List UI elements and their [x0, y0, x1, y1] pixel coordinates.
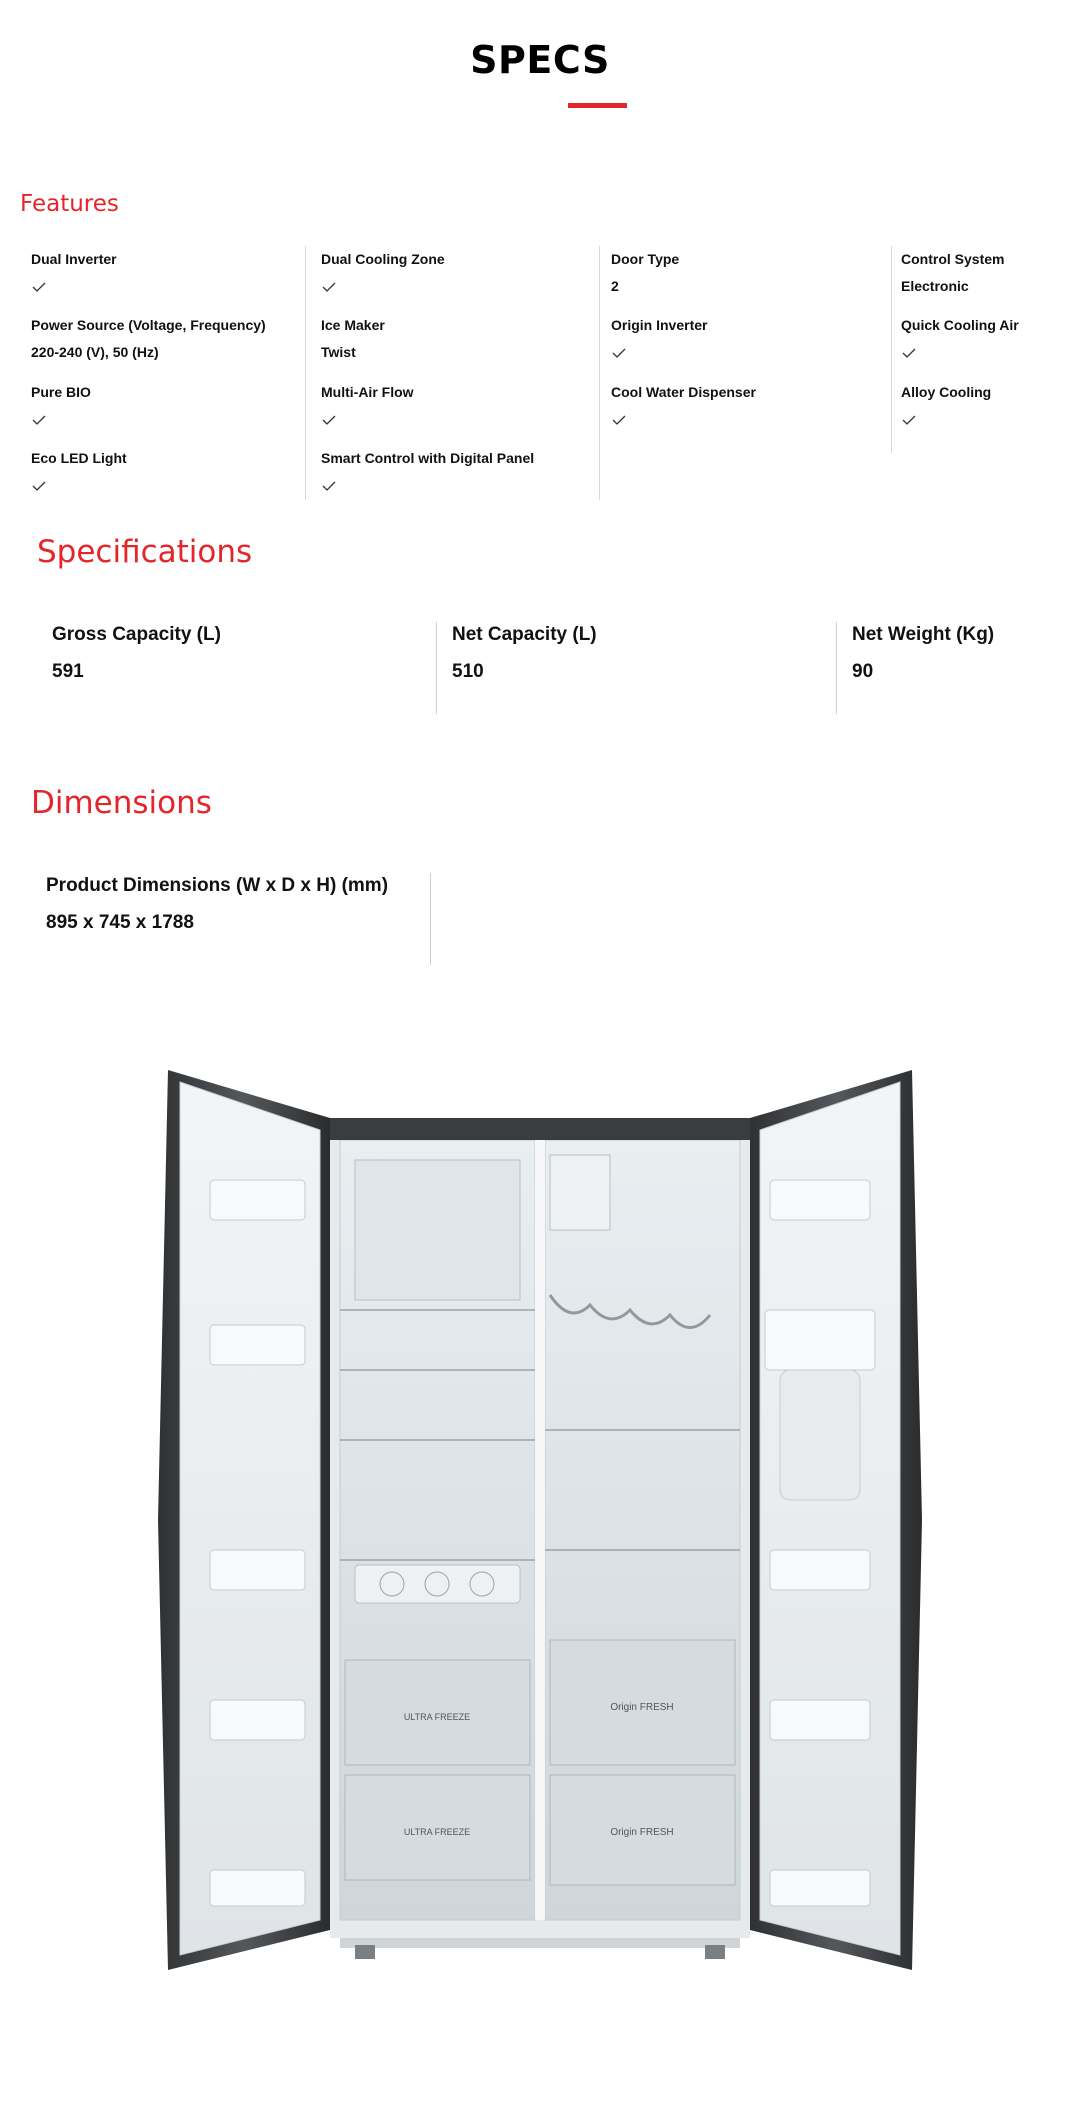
feature-item-pure-bio	[31, 379, 301, 433]
check-icon	[31, 273, 47, 300]
check-icon	[901, 406, 917, 433]
title-underline	[568, 103, 627, 108]
features-column-2	[310, 246, 600, 500]
spec-label: Product Dimensions (W x D x H) (mm)	[46, 875, 389, 896]
spec-divider	[436, 622, 437, 714]
feature-label: Alloy Cooling	[901, 384, 992, 400]
feature-label: Power Source (Voltage, Frequency)	[31, 317, 266, 333]
feature-label: Pure BIO	[31, 384, 91, 400]
features-column-1	[20, 246, 306, 500]
drawer-label: ULTRA FREEZE	[403, 1712, 471, 1722]
spec-value: 591	[52, 661, 84, 682]
feature-label: Eco LED Light	[31, 450, 127, 466]
feature-item-eco-led-light	[31, 445, 301, 499]
spec-value: 510	[452, 661, 484, 682]
feature-item-smart-control	[321, 445, 591, 499]
feature-item-multi-air-flow	[321, 379, 591, 433]
feature-label: Door Type	[611, 251, 680, 267]
check-icon	[901, 339, 917, 366]
feature-label: Quick Cooling Air	[901, 317, 1019, 333]
dim-product-dimensions	[46, 873, 388, 936]
spec-divider	[836, 622, 837, 714]
feature-label: Cool Water Dispenser	[611, 384, 756, 400]
features-heading: Features	[20, 191, 119, 217]
spec-value: 90	[852, 661, 874, 682]
check-icon	[31, 472, 47, 499]
feature-label: Dual Cooling Zone	[321, 251, 445, 267]
spec-gross-capacity	[52, 622, 221, 685]
check-icon	[31, 406, 47, 433]
spec-net-capacity	[452, 622, 597, 685]
feature-item-origin-inverter	[611, 312, 881, 366]
feature-value: 220-240 (V), 50 (Hz)	[31, 344, 159, 360]
check-icon	[321, 406, 337, 433]
feature-label: Dual Inverter	[31, 251, 117, 267]
feature-item-control-system	[901, 246, 1080, 300]
feature-item-door-type	[611, 246, 881, 300]
feature-item-power-source	[31, 312, 301, 366]
feature-label: Ice Maker	[321, 317, 385, 333]
check-icon	[611, 339, 627, 366]
check-icon	[321, 273, 337, 300]
spec-label: Net Weight (Kg)	[852, 624, 995, 645]
feature-label: Smart Control with Digital Panel	[321, 450, 535, 466]
feature-item-dual-cooling-zone	[321, 246, 591, 300]
spec-label: Net Capacity (L)	[452, 624, 597, 645]
features-grid	[20, 246, 1080, 500]
spec-label: Gross Capacity (L)	[52, 624, 221, 645]
feature-value: Twist	[321, 344, 356, 360]
dim-divider	[430, 873, 431, 965]
feature-value: Electronic	[901, 278, 969, 294]
drawer-label: Origin FRESH	[610, 1827, 674, 1838]
feature-item-ice-maker	[321, 312, 591, 366]
feature-value: 2	[611, 278, 619, 294]
feature-item-cool-water-dispenser	[611, 379, 881, 433]
check-icon	[321, 472, 337, 499]
page-title: SPECS	[470, 38, 610, 82]
spec-net-weight	[852, 622, 994, 685]
drawer-label: ULTRA FREEZE	[403, 1827, 471, 1837]
refrigerator-image	[140, 1040, 940, 2010]
feature-label: Origin Inverter	[611, 317, 708, 333]
dimensions-heading: Dimensions	[31, 785, 212, 821]
feature-item-quick-cooling-air	[901, 312, 1080, 366]
feature-label: Multi-Air Flow	[321, 384, 414, 400]
feature-item-dual-inverter	[31, 246, 301, 300]
drawer-label: Origin FRESH	[610, 1702, 674, 1713]
specifications-heading: Specifications	[37, 534, 253, 570]
features-column-4	[890, 246, 1080, 500]
check-icon	[611, 406, 627, 433]
spec-value: 895 x 745 x 1788	[46, 912, 194, 933]
feature-item-alloy-cooling	[901, 379, 1080, 433]
features-column-3	[600, 246, 890, 500]
feature-label: Control System	[901, 251, 1005, 267]
